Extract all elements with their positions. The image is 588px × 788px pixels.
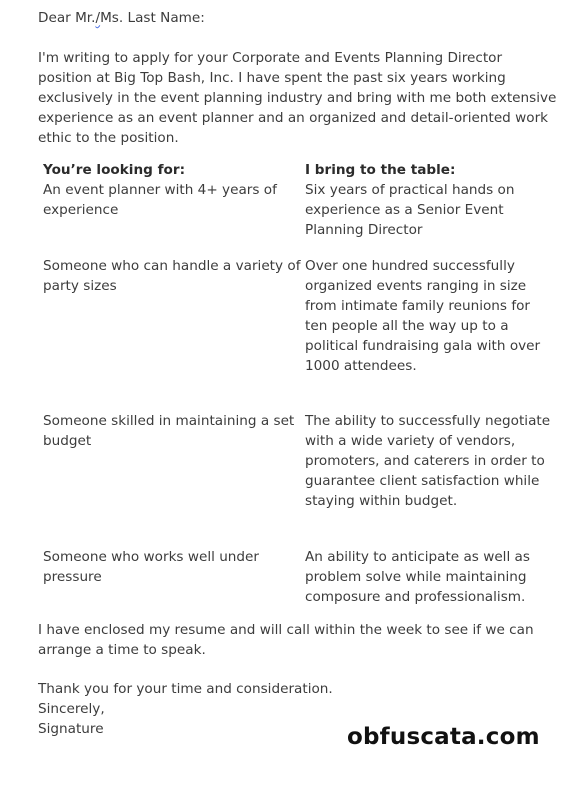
intro-paragraph: I'm writing to apply for your Corporate and Events Planning Director position at Big Top Bash, Inc. I have spent the past six years working exclusively in the event planning industry and bring with me both extensive experience as an event planner and an organized and detail-oriented work ethic to the position. — [38, 50, 557, 146]
right-column-header: I bring to the table: — [305, 162, 456, 178]
requirement-text: Someone skilled in maintaining a set budget — [43, 413, 295, 449]
qualification-text: The ability to successfully negotiate with a wide variety of vendors, promoters, and caterers in order to guarantee client satisfaction while staying within budget. — [305, 413, 551, 509]
requirement-text: An event planner with 4+ years of experience — [43, 182, 277, 218]
table-row — [43, 160, 555, 256]
table-row — [43, 411, 555, 547]
sign-off: Sincerely, — [38, 701, 105, 717]
requirement-text: Someone who works well under pressure — [43, 549, 260, 585]
signature: Signature — [38, 721, 104, 737]
left-column-header: You’re looking for: — [43, 162, 186, 178]
closing-paragraph: I have enclosed my resume and will call within the week to see if we can arrange a time to speak. — [38, 622, 534, 658]
requirement-text: Someone who can handle a variety of party sizes — [43, 258, 301, 294]
table-row — [43, 256, 555, 411]
watermark-logo: obfuscata.com — [347, 724, 540, 750]
qualification-text: Six years of practical hands on experience as a Senior Event Planning Director — [305, 182, 515, 238]
thanks-line: Thank you for your time and consideration. — [38, 681, 333, 697]
table-row — [43, 547, 555, 620]
qualification-text: An ability to anticipate as well as problem solve while maintaining composure and professionalism. — [305, 549, 530, 605]
comparison-table — [43, 160, 555, 620]
salutation-prefix: Dear Mr. — [38, 10, 96, 26]
qualification-cell — [305, 160, 551, 256]
salutation — [38, 8, 558, 28]
qualification-text: Over one hundred successfully organized events ranging in size from intimate family reunions for ten people all the way up to a political fundraising gala with over 1000 attendees. — [305, 258, 541, 374]
cover-letter — [38, 8, 558, 739]
spellcheck-slash: / — [95, 10, 101, 26]
requirement-cell — [43, 160, 305, 256]
salutation-suffix: Ms. Last Name: — [100, 10, 205, 26]
